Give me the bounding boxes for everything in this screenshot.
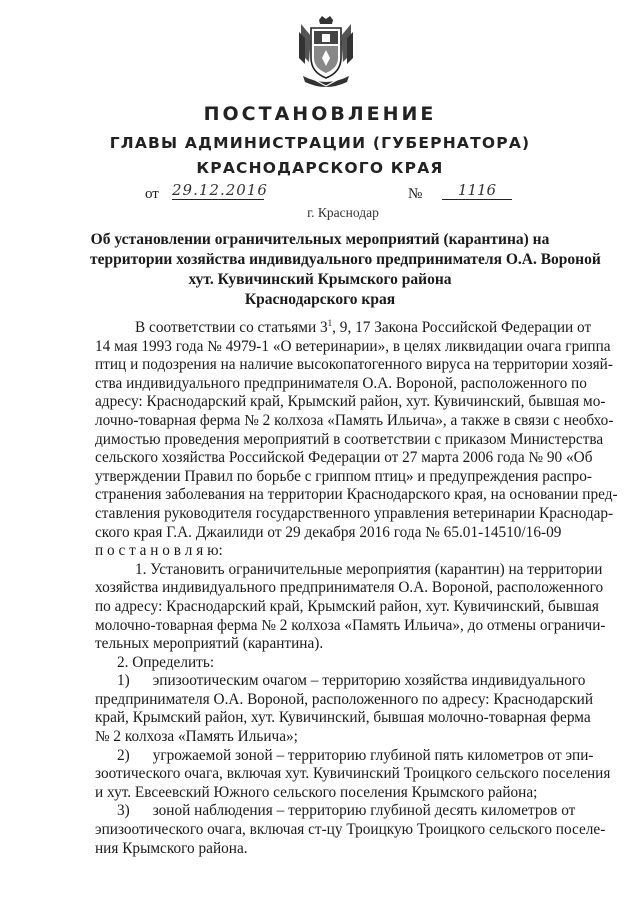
body-line: 14 мая 1993 года № 4979-1 «О ветеринарии», в целях ликвидации очага гриппа bbox=[95, 337, 611, 355]
body-line: утверждении Правил по борьбе с гриппом птиц» и предупреждения распро- bbox=[95, 467, 593, 485]
body-line: зоотического очага, включая хут. Кувичинский Троицкого сельского поселения bbox=[95, 765, 611, 783]
body-line: димостью проведения мероприятий в соответствии с приказом Министерства bbox=[95, 430, 604, 448]
body-line: В соответствии со статьями $3^1$, 9, 17 Закона Российской Федерации от bbox=[135, 317, 592, 336]
body-line: 1) эпизоотическим очагом – территорию хозяйства индивидуального bbox=[117, 672, 586, 690]
body-line: хозяйства индивидуального предпринимателя О.А. Вороной, расположенного bbox=[95, 579, 604, 597]
body-line: адресу: Краснодарский край, Крымский район, хут. Кувичинский, бывшая мо- bbox=[95, 393, 606, 411]
handwritten-date: 29.12.2016 bbox=[172, 181, 268, 199]
body-line: птиц и подозрения на наличие высокопатогенного вируса на территории хозяй- bbox=[95, 356, 613, 374]
date-label: от bbox=[145, 186, 159, 202]
region-heading: КРАСНОДАРСКОГО КРАЯ bbox=[196, 159, 444, 177]
body-line: 2) угрожаемой зоной – территорию глубиной пять километров от эпи- bbox=[117, 746, 594, 764]
body-line: лочно-товарная ферма № 2 колхоза «Память Ильича», а также в связи с необхо- bbox=[95, 411, 614, 429]
body-line: молочно-товарная ферма № 2 колхоза «Память Ильича», до отмены ограничи- bbox=[95, 616, 606, 634]
body-line: ставления руководителя государственного управления ветеринарии Краснодар- bbox=[95, 504, 614, 522]
decree-word: п о с т а н о в л я ю: bbox=[95, 542, 223, 560]
body-line: по адресу: Краснодарский край, Крымский район, хут. Кувичинский, бывшая bbox=[95, 597, 599, 615]
title-line: хут. Кувичинский Крымского района bbox=[188, 271, 452, 288]
body-line: эпизоотического очага, включая ст-цу Троицкую Троицкого сельского поселе- bbox=[95, 821, 606, 839]
body-line: и хут. Евсеевский Южного сельского поселения Крымского района; bbox=[95, 783, 538, 801]
city-label: г. Краснодар bbox=[307, 205, 379, 220]
document-type-heading: ПОСТАНОВЛЕНИЕ bbox=[203, 103, 437, 125]
document-title bbox=[90, 230, 601, 310]
document-body bbox=[95, 317, 618, 858]
issuer-heading: ГЛАВЫ АДМИНИСТРАЦИИ (ГУБЕРНАТОРА) bbox=[109, 134, 531, 152]
body-line: 1. Установить ограничительные мероприятия (карантин) на территории bbox=[135, 560, 603, 578]
body-line: ского края Г.А. Джаилиди от 29 декабря 2016 года № 65.01-14510/16-09 bbox=[95, 523, 562, 541]
body-line: странения заболевания на территории Краснодарского края, на основании пред- bbox=[95, 486, 618, 504]
body-line: 2. Определить: bbox=[117, 653, 215, 671]
coat-of-arms-emblem bbox=[297, 14, 355, 92]
handwritten-number: 1116 bbox=[442, 181, 512, 200]
body-line: ния Крымского района. bbox=[95, 839, 248, 857]
body-line: предпринимателя О.А. Вороной, расположенного по адресу: Краснодарский bbox=[95, 690, 594, 708]
body-line: ства индивидуального предпринимателя О.А. Вороной, расположенного по bbox=[95, 374, 587, 392]
title-line: Краснодарского края bbox=[244, 291, 396, 308]
body-line: 3) зоной наблюдения – территорию глубиной десять километров от bbox=[117, 802, 576, 820]
title-line: Об установлении ограничительных мероприятий (карантина) на bbox=[90, 231, 550, 248]
body-line: № 2 колхоза «Память Ильича»; bbox=[95, 728, 298, 746]
title-line: территории хозяйства индивидуального предпринимателя О.А. Вороной bbox=[90, 251, 601, 268]
body-line: тельных мероприятий (карантина). bbox=[95, 635, 324, 653]
body-line: сельского хозяйства Российской Федерации от 27 марта 2006 года № 90 «Об bbox=[95, 449, 593, 467]
number-label: № bbox=[408, 186, 423, 202]
body-line: край, Крымский район, хут. Кувичинский, бывшая молочно-товарная ферма bbox=[95, 709, 591, 727]
